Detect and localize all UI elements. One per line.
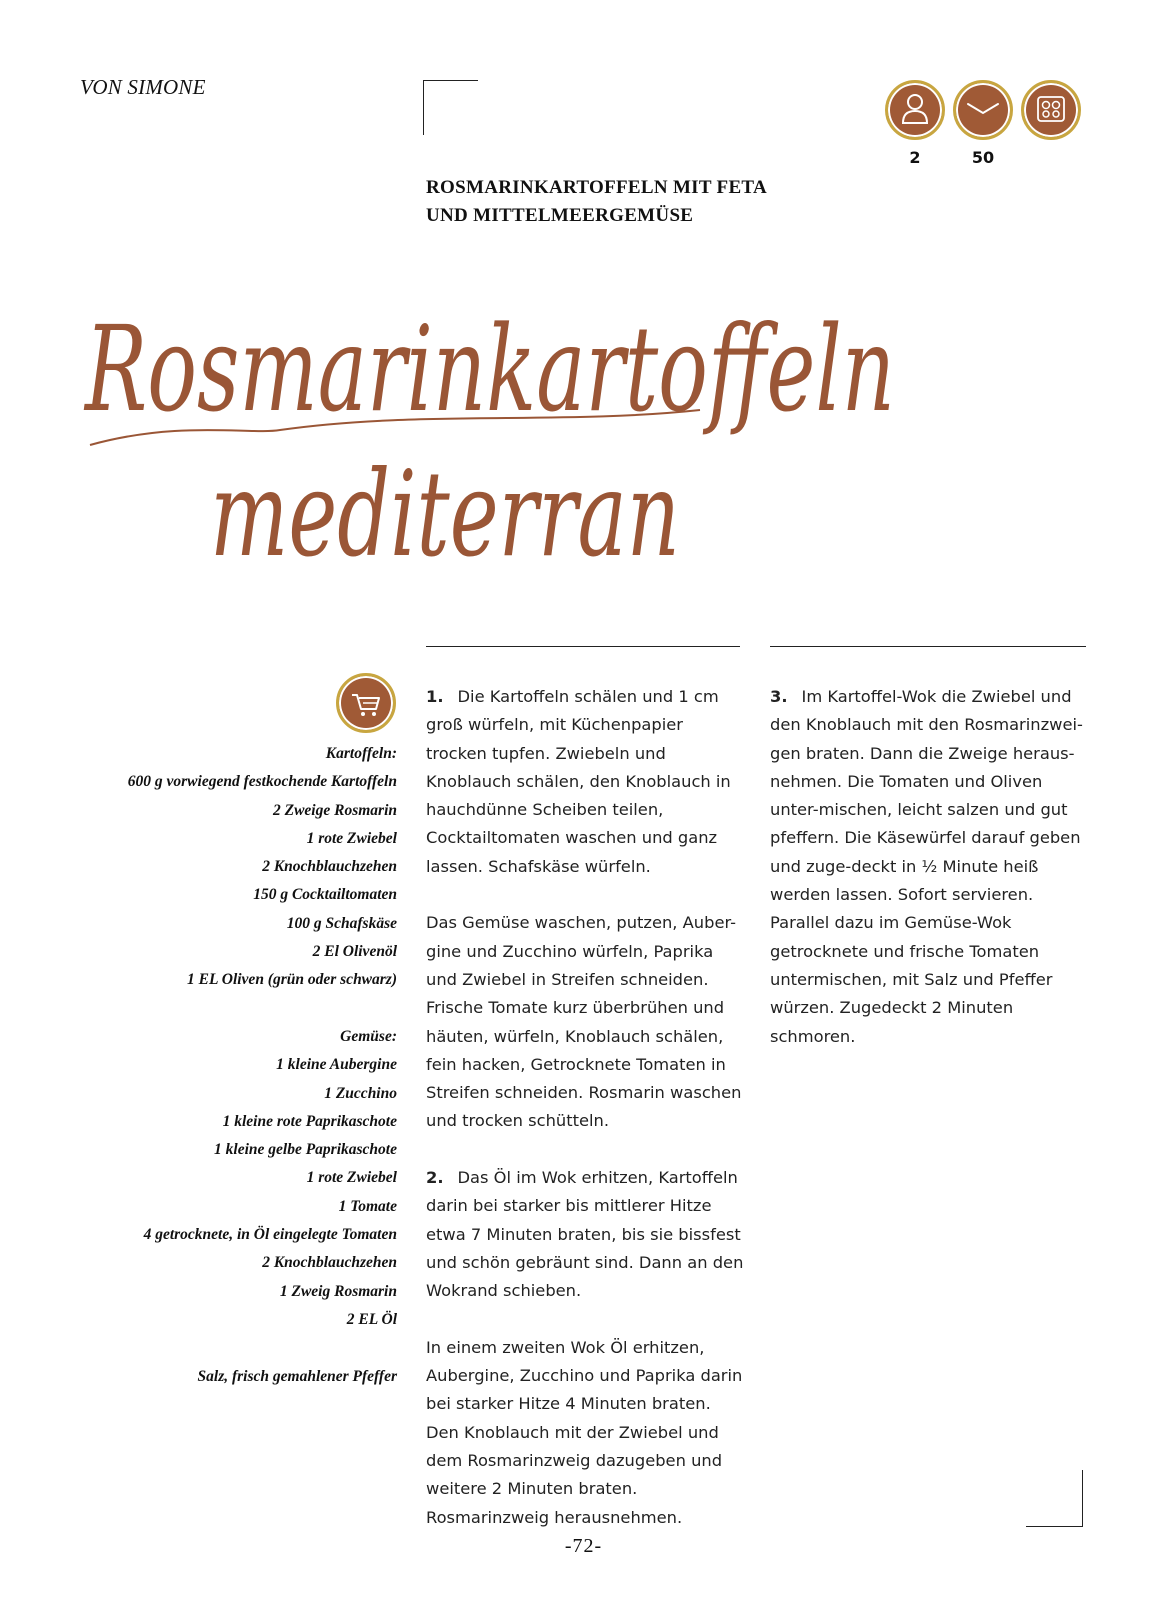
step-1-continued: Das Gemüse waschen, putzen, Auber-gine und Zucchino würfeln, Paprika und Zwiebel in Streifen schneiden. Frische Tomate kurz überbrühen und häuten, würfeln, Knoblauch schälen, fein hacken, Getrocknete Tomaten in Streifen schneiden. Rosmarin waschen und trocken schütteln. [426, 913, 742, 1131]
ingredient-item: 1 Zucchino [324, 1084, 397, 1102]
ingredient-item: 1 Zweig Rosmarin [279, 1282, 397, 1300]
column-rule-2 [770, 646, 1086, 647]
step-2 [426, 1164, 746, 1305]
column-rule-1 [426, 646, 740, 647]
subtitle-line: ROSMARINKARTOFFELN MIT FETA [426, 177, 768, 198]
ingredient-item: 2 Knochblauchzehen [262, 1254, 397, 1272]
ingredient-item: 1 EL Oliven (grün oder schwarz) [187, 971, 397, 989]
ingredient-item: 2 Zweige Rosmarin [272, 801, 397, 819]
ingredient-item: 600 g vorwiegend festkochende Kartoffeln [127, 773, 397, 791]
ingredient-item: 1 kleine gelbe Paprikaschote [214, 1141, 397, 1159]
ingredient-item: 1 Tomate [338, 1197, 397, 1215]
step-text: Die Kartoffeln schälen und 1 cm groß würfeln, mit Küchenpapier trocken tupfen. Zwiebeln und Knoblauch schälen, den Knoblauch in hauchdünne Scheiben teilen, Cocktailtomaten waschen und ganz lassen. Schafskäse würfeln. [426, 687, 731, 876]
time-value: 50 [971, 148, 995, 167]
ingredient-item: 100 g Schafskäse [286, 914, 397, 932]
recipe-subtitle [426, 174, 846, 230]
step-number: 1. [426, 687, 444, 706]
title-line-2: mediterran [210, 445, 680, 583]
title-line-1: Rosmarinkartoffeln [83, 300, 896, 438]
step-text: Das Öl im Wok erhitzen, Kartoffeln darin bei starker bis mittlerer Hitze etwa 7 Minuten braten, bis sie bissfest und schön gebräunt sind. Dann an den Wokrand schieben. [426, 1168, 744, 1301]
ingredient-group-heading: Gemüse: [340, 1027, 397, 1045]
ingredient-seasoning: Salz, frisch gemahlener Pfeffer [197, 1367, 397, 1385]
ingredient-item: 2 El Olivenöl [312, 943, 397, 961]
step-2-continued: In einem zweiten Wok Öl erhitzen, Aubergine, Zucchino und Paprika darin bei starker Hitze 4 Minuten braten. Den Knoblauch mit der Zwiebel und dem Rosmarinzweig dazugeben und weitere 2 Minuten braten. Rosmarinzweig herausnehmen. [426, 1337, 743, 1527]
shopping-cart-icon [336, 673, 396, 733]
step-number: 2. [426, 1168, 444, 1188]
instructions-column-1 [426, 683, 746, 1560]
author-label: VON SIMONE [80, 75, 206, 99]
step-text: Im Kartoffel-Wok die Zwiebel und den Knoblauch mit den Rosmarinzwei-gen braten. Dann die Zweige heraus-nehmen. Die Tomaten und Oliven unter-mischen, leicht salzen und gut pfeffern. Die Käsewürfel darauf geben und zuge-deckt in ½ Minute heiß werden lassen. Sofort servieren. Parallel dazu im Gemüse-Wok getrocknete und frische Tomaten untermischen, mit Salz und Pfeffer würzen. Zugedeckt 2 Minuten schmoren. [770, 687, 1083, 1046]
step-3 [770, 683, 1090, 1051]
step-1 [426, 683, 746, 881]
ingredient-item: 1 rote Zwiebel [306, 829, 397, 847]
ingredient-item: 1 rote Zwiebel [306, 1169, 397, 1187]
ingredient-item: 2 Knochblauchzehen [262, 858, 397, 876]
ingredient-item: 2 EL Öl [346, 1310, 397, 1328]
ingredient-item: 1 kleine rote Paprikaschote [222, 1112, 397, 1130]
ingredient-item: 150 g Cocktailtomaten [253, 886, 397, 904]
ingredients-list [40, 740, 397, 1391]
ingredient-group-heading: Kartoffeln: [325, 745, 397, 762]
clock-icon [953, 80, 1013, 140]
stove-icon [1021, 80, 1081, 140]
subtitle-line: UND MITTELMEERGEMÜSE [426, 205, 694, 226]
instructions-column-2 [770, 683, 1090, 1079]
ingredient-item: 4 getrocknete, in Öl eingelegte Tomaten [143, 1226, 397, 1244]
person-icon [885, 80, 945, 140]
recipe-title [0, 270, 1167, 600]
ingredient-item: 1 kleine Aubergine [276, 1056, 397, 1074]
step-number: 3. [770, 687, 788, 706]
corner-mark-bottom-right [1026, 1470, 1083, 1527]
page-number: -72- [564, 1535, 603, 1557]
servings-value: 2 [909, 148, 921, 167]
corner-mark-top-left [423, 80, 478, 135]
